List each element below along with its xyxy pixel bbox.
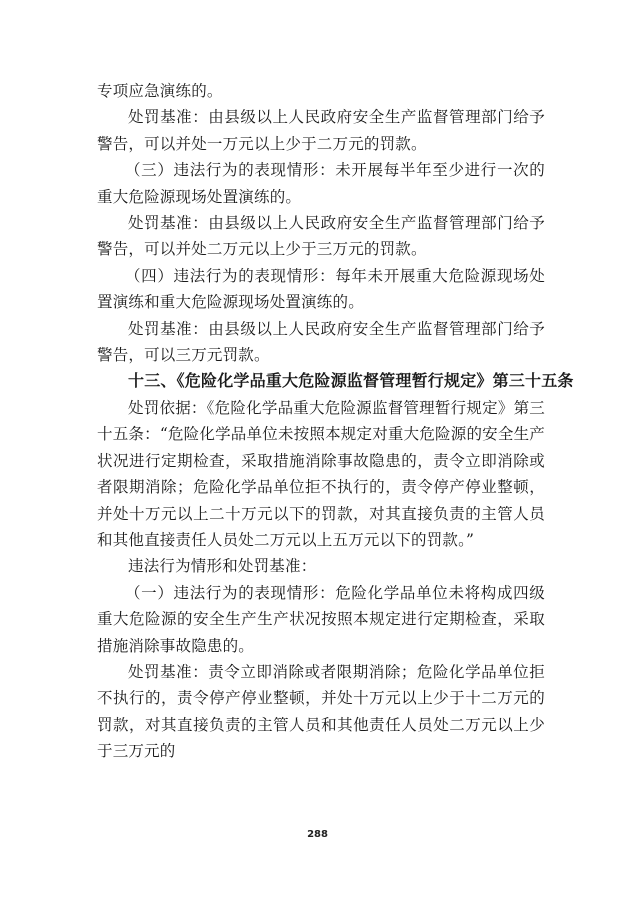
paragraph-violation-intro: 违法行为情形和处罚基准：: [128, 557, 317, 576]
paragraph-violation-case-1: （一）违法行为的表现情形：危险化学品单位未将构成四级重大危险源的安全生产生产状况按照本规定进行定期检查，采取措施消除事故隐患的。: [97, 583, 545, 655]
section-heading: 十三、《危险化学品重大危险源监督管理暂行规定》第三十五条: [128, 371, 574, 391]
paragraph-penalty-standard: 处罚基准：由县级以上人民政府安全生产监督管理部门给予警告，可以三万元罚款。: [97, 319, 545, 365]
document-body: [97, 78, 574, 765]
paragraph-penalty-standard: 处罚基准：由县级以上人民政府安全生产监督管理部门给予警告，可以并处二万元以上少于三万元的罚款。: [97, 214, 545, 259]
paragraph-continuation: 专项应急演练的。: [97, 82, 223, 100]
paragraph-penalty-standard: 处罚基准：责令立即消除或者限期消除；危险化学品单位拒不执行的，责令停产停业整顿，并处十万元以上少于十二万元的罚款，对其直接负责的主管人员和其他责任人员处二万元以上少于三万元的: [97, 662, 545, 761]
paragraph-penalty-standard: 处罚基准：由县级以上人民政府安全生产监督管理部门给予警告，可以并处一万元以上少于二万元的罚款。: [97, 108, 545, 153]
paragraph-violation-case-4: （四）违法行为的表现情形：每年未开展重大危险源现场处置演练和重大危险源现场处置演练的。: [97, 266, 545, 312]
paragraph-penalty-basis: 处罚依据：《危险化学品重大危险源监督管理暂行规定》第三十五条：“危险化学品单位未按照本规定对重大危险源的安全生产状况进行定期检查，采取措施消除事故隐患的，责令立即消除或者限期消除；危险化学品单位拒不执行的，责令停产停业整顿，并处十万元以上二十万元以下的罚款，对其直接负责的主管人员和其他直接责任人员处二万元以上五万元以下的罚款。”: [97, 398, 545, 549]
page-number: 288: [307, 829, 328, 840]
paragraph-violation-case-3: （三）违法行为的表现情形：未开展每半年至少进行一次的重大危险源现场处置演练的。: [97, 161, 545, 206]
